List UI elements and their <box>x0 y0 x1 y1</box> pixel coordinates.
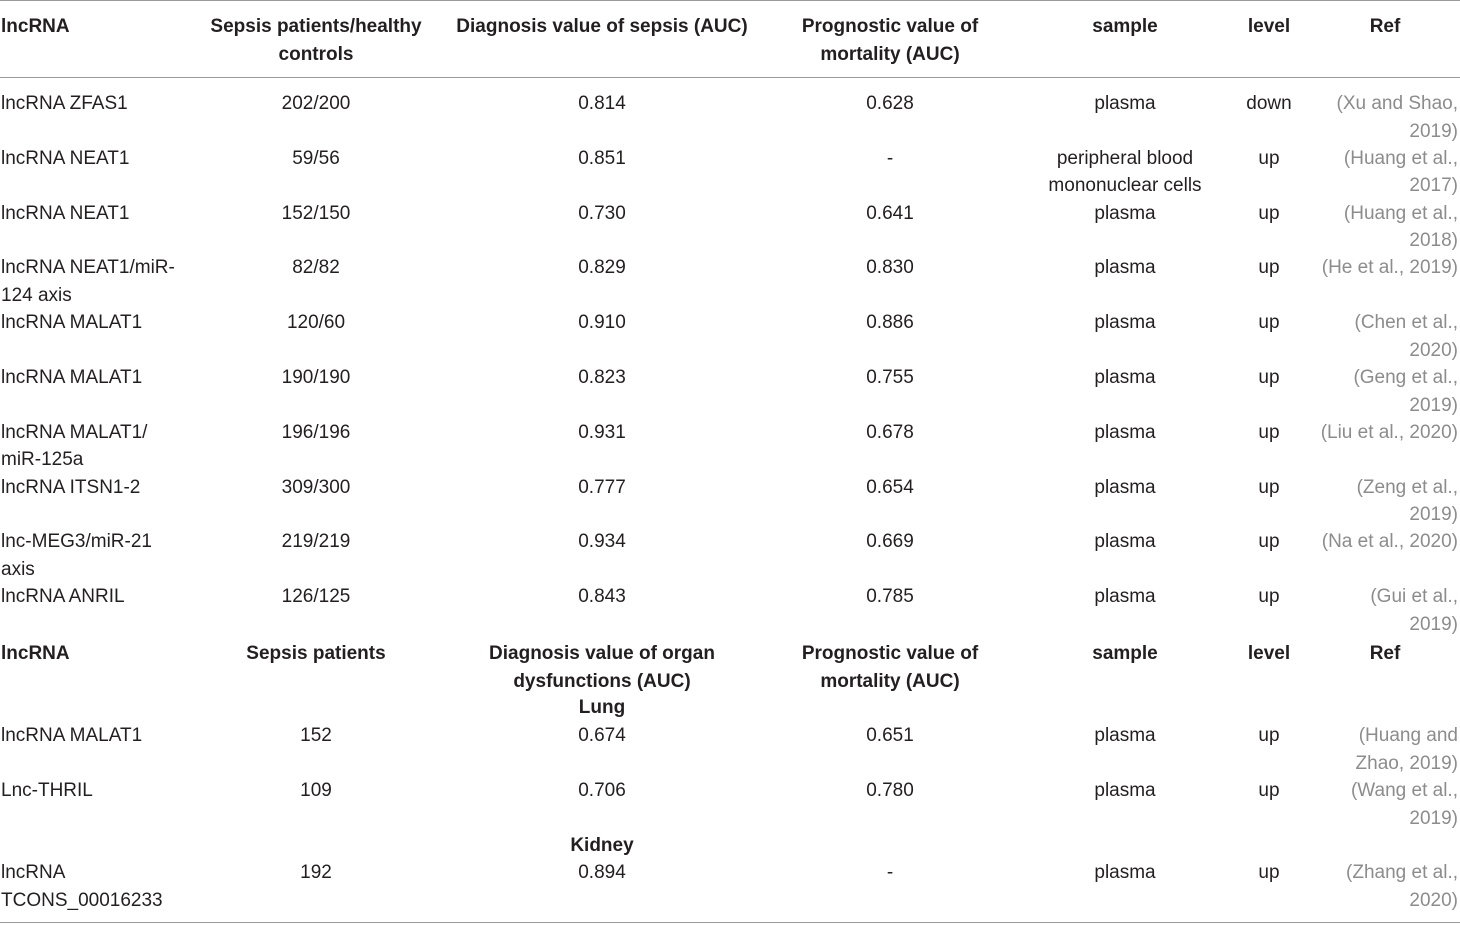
col-header-prognosis: Prognostic value of mortality (AUC) <box>801 643 979 692</box>
cell-diagnosis: 0.777 <box>578 476 626 498</box>
col-header-lncrna: lncRNA <box>1 16 70 37</box>
cell-prognosis: 0.780 <box>866 780 914 801</box>
cell-level: up <box>1258 367 1280 388</box>
col-header-sample: sample <box>1092 16 1158 37</box>
cell-ref: (Xu and Shao, 2019) <box>1336 93 1458 142</box>
cell-prognosis: 0.678 <box>866 421 914 443</box>
cell-prognosis: 0.755 <box>866 367 914 388</box>
cell-diagnosis: 0.851 <box>578 147 626 169</box>
cell-sample: plasma <box>1094 476 1156 498</box>
cell-ref: (Huang and Zhao, 2019) <box>1355 725 1458 774</box>
cell-lncrna: lncRNA NEAT1 <box>1 202 130 224</box>
cell-patients: 219/219 <box>281 531 351 553</box>
cell-patients: 152/150 <box>281 202 351 224</box>
cell-diagnosis: 0.730 <box>578 202 626 224</box>
cell-diagnosis: 0.931 <box>578 421 626 443</box>
cell-patients: 152 <box>300 725 332 746</box>
header-rule <box>0 77 1460 78</box>
cell-ref: (Liu et al., 2020) <box>1320 421 1458 443</box>
cell-sample: plasma <box>1094 586 1156 608</box>
cell-diagnosis: 0.910 <box>578 312 626 334</box>
cell-level: up <box>1258 312 1280 334</box>
cell-level: up <box>1258 147 1280 169</box>
cell-patients: 126/125 <box>281 586 351 608</box>
cell-ref: (Gui et al., 2019) <box>1370 586 1458 635</box>
col-header-ref: Ref <box>1369 643 1401 664</box>
cell-prognosis: 0.669 <box>866 531 914 553</box>
cell-sample: plasma <box>1094 312 1156 334</box>
cell-prognosis: 0.830 <box>866 257 914 279</box>
cell-lncrna: lncRNA MALAT1 <box>1 725 143 746</box>
cell-patients: 202/200 <box>281 93 351 114</box>
cell-diagnosis: 0.843 <box>578 586 626 608</box>
cell-sample: peripheral blood mononuclear cells <box>1048 147 1202 197</box>
cell-prognosis: - <box>886 147 894 169</box>
cell-sample: plasma <box>1094 202 1156 224</box>
cell-ref: (Huang et al., 2018) <box>1343 202 1458 252</box>
cell-lncrna: Lnc-THRIL <box>1 780 93 801</box>
cell-diagnosis: 0.823 <box>578 367 626 388</box>
cell-sample: plasma <box>1094 257 1156 279</box>
cell-lncrna: lnc-MEG3/miR-21 axis <box>1 531 152 580</box>
cell-prognosis: 0.641 <box>866 202 914 224</box>
cell-prognosis: 0.628 <box>866 93 914 114</box>
top-rule <box>0 0 1460 1</box>
cell-diagnosis: 0.814 <box>578 93 626 114</box>
cell-patients: 190/190 <box>281 367 351 388</box>
cell-lncrna: lncRNA ANRIL <box>1 586 125 608</box>
cell-lncrna: lncRNA ITSN1-2 <box>1 476 141 498</box>
cell-level: down <box>1246 93 1292 114</box>
cell-patients: 192 <box>300 862 332 883</box>
col-header-diagnosis: Diagnosis value of organ dysfunctions (AUC) <box>489 643 715 692</box>
cell-lncrna: lncRNA MALAT1 <box>1 367 143 388</box>
subheading-kidney: Kidney <box>570 835 634 856</box>
subheading-lung: Lung <box>578 697 626 718</box>
cell-ref: (Zhang et al., 2020) <box>1346 862 1458 911</box>
cell-patients: 309/300 <box>281 476 351 498</box>
cell-diagnosis: 0.706 <box>578 780 626 801</box>
cell-lncrna: lncRNA MALAT1 <box>1 312 143 334</box>
cell-lncrna: lncRNA TCONS_00016233 <box>1 862 163 911</box>
cell-prognosis: 0.654 <box>866 476 914 498</box>
cell-diagnosis: 0.934 <box>578 531 626 553</box>
cell-ref: (Geng et al., 2019) <box>1353 367 1458 416</box>
cell-ref: (Zeng et al., 2019) <box>1356 476 1458 526</box>
cell-sample: plasma <box>1094 93 1156 114</box>
cell-ref: (Huang et al., 2017) <box>1343 147 1458 197</box>
cell-sample: plasma <box>1094 531 1156 553</box>
cell-ref: (He et al., 2019) <box>1321 257 1458 279</box>
col-header-sample: sample <box>1092 643 1158 664</box>
cell-patients: 109 <box>300 780 332 801</box>
col-header-patients: Sepsis patients <box>246 643 386 664</box>
bottom-rule <box>0 922 1460 923</box>
col-header-lncrna: lncRNA <box>1 643 70 664</box>
cell-level: up <box>1258 586 1280 608</box>
col-header-patients: Sepsis patients/healthy controls <box>210 16 422 65</box>
cell-level: up <box>1258 476 1280 498</box>
cell-level: up <box>1258 862 1280 883</box>
cell-sample: plasma <box>1094 862 1156 883</box>
cell-level: up <box>1258 257 1280 279</box>
cell-sample: plasma <box>1094 780 1156 801</box>
cell-ref: (Chen et al., 2020) <box>1354 312 1458 361</box>
cell-lncrna: lncRNA NEAT1 <box>1 147 130 169</box>
cell-prognosis: 0.651 <box>866 725 914 746</box>
col-header-level: level <box>1247 16 1291 37</box>
cell-level: up <box>1258 421 1280 443</box>
cell-level: up <box>1258 531 1280 553</box>
cell-patients: 196/196 <box>281 421 351 443</box>
cell-diagnosis: 0.674 <box>578 725 626 746</box>
col-header-ref: Ref <box>1369 16 1401 37</box>
cell-prognosis: 0.785 <box>866 586 914 608</box>
cell-sample: plasma <box>1094 725 1156 746</box>
cell-level: up <box>1258 725 1280 746</box>
cell-patients: 82/82 <box>292 257 340 279</box>
cell-lncrna: lncRNA NEAT1/miR- 124 axis <box>1 257 175 306</box>
cell-sample: plasma <box>1094 367 1156 388</box>
cell-lncrna: lncRNA ZFAS1 <box>1 93 128 114</box>
cell-ref: (Na et al., 2020) <box>1321 531 1458 553</box>
cell-level: up <box>1258 202 1280 224</box>
cell-level: up <box>1258 780 1280 801</box>
cell-diagnosis: 0.894 <box>578 862 626 883</box>
cell-prognosis: - <box>886 862 894 883</box>
cell-sample: plasma <box>1094 421 1156 443</box>
col-header-prognosis: Prognostic value of mortality (AUC) <box>801 16 979 65</box>
cell-patients: 59/56 <box>292 147 340 169</box>
col-header-diagnosis: Diagnosis value of sepsis (AUC) <box>456 16 748 37</box>
cell-prognosis: 0.886 <box>866 312 914 334</box>
col-header-level: level <box>1247 643 1291 664</box>
cell-patients: 120/60 <box>286 312 346 334</box>
cell-ref: (Wang et al., 2019) <box>1350 780 1458 829</box>
cell-lncrna: lncRNA MALAT1/ miR-125a <box>1 421 148 471</box>
cell-diagnosis: 0.829 <box>578 257 626 279</box>
